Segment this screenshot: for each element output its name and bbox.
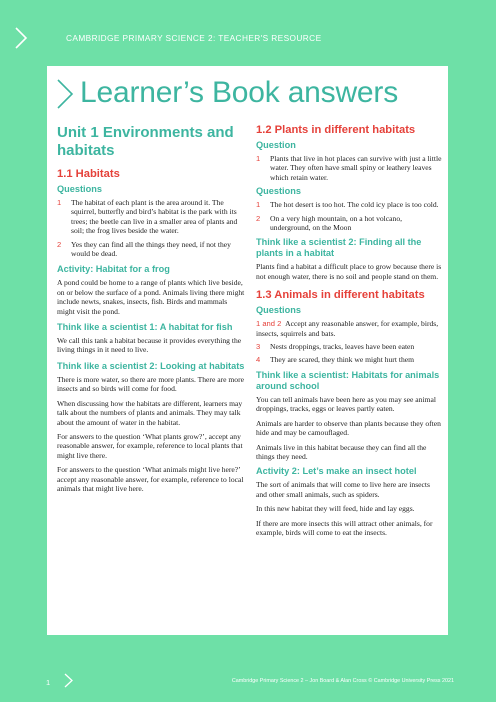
question-answer: Yes they can find all the things they need, if not they would be dead. — [71, 239, 231, 259]
header-title: CAMBRIDGE PRIMARY SCIENCE 2: TEACHER'S RESOURCE — [66, 33, 322, 43]
question-answer: They are scared, they think we might hurt them — [270, 355, 415, 365]
tls-text: We call this tank a habitat because it provides everything the living things in it need to live. — [57, 336, 242, 355]
question-item — [57, 198, 245, 236]
question-answer: The hot desert is too hot. The cold icy place is too cold. — [270, 200, 439, 210]
activity-text: The sort of animals that will come to live here are insects and other small animals, such as spiders. — [256, 480, 430, 499]
section-title-1-2: 1.2 Plants in different habitats — [256, 124, 416, 136]
footer-bar — [0, 635, 496, 702]
tls-heading: Think like a scientist 1: A habitat for fish — [57, 322, 233, 333]
question-answer: Accept any reasonable answer, for example, birds, insects, squirrels and bats. — [256, 319, 439, 338]
question-item — [256, 342, 442, 351]
activity-heading: Activity 2: Let’s make an insect hotel — [256, 466, 417, 477]
question-item — [256, 214, 442, 233]
tls-text: Animals are harder to observe than plants because they often hide and may be camouflaged. — [256, 418, 441, 438]
answer-page — [47, 66, 448, 635]
left-column — [57, 124, 245, 498]
tls-text: Plants find a habitat a difficult place to grow because there is not enough water, there is no soil and people stand on them. — [256, 262, 442, 281]
tls-text: You can tell animals have been here as you may see animal droppings, tracks, eggs or leaves partly eaten. — [256, 394, 436, 414]
question-answer: On a very high mountain, on a hot volcano, underground, on the Moon — [270, 213, 403, 233]
section-title-1-1: 1.1 Habitats — [57, 168, 120, 180]
page-title: Learner’s Book answers — [80, 76, 398, 109]
page-number: 1 — [46, 678, 51, 687]
tls-heading: Think like a scientist 2: Looking at habitats — [57, 360, 245, 371]
activity-heading: Activity: Habitat for a frog — [57, 264, 170, 275]
question-number: 2 — [256, 213, 261, 223]
question-item — [57, 240, 245, 259]
question-number: 1 — [256, 200, 261, 210]
question-answer: Nests droppings, tracks, leaves have been eaten — [270, 342, 415, 352]
chevron-right-icon — [14, 27, 28, 49]
header-bar — [0, 0, 496, 66]
question-heading: Question — [256, 140, 296, 150]
question-number: 2 — [57, 239, 62, 249]
question-item — [256, 154, 442, 182]
questions-heading: Questions — [57, 184, 102, 194]
question-item — [256, 200, 442, 209]
tls-text: There is more water, so there are more plants. There are more insects and so birds will come for food. — [57, 374, 244, 394]
chevron-right-icon — [56, 78, 74, 110]
question-number: 1 — [57, 198, 62, 207]
tls-text: Animals live in this habitat because they can find all the things they need. — [256, 442, 427, 461]
chevron-right-icon — [64, 673, 73, 688]
activity-text: In this new habitat they will feed, hide and lay eggs. — [256, 504, 415, 514]
tls-text: For answers to the question ‘What plants grow?’, accept any reasonable answer, for example, reference to local plants that might live there. — [57, 431, 243, 460]
question-item — [256, 355, 442, 364]
question-number: 1 — [256, 154, 261, 163]
section-title-1-3: 1.3 Animals in different habitats — [256, 289, 425, 302]
right-column — [256, 124, 442, 542]
tls-heading: Think like a scientist 2: Finding all the plants in a habitat — [256, 237, 422, 259]
question-number: 1 and 2 — [256, 319, 282, 329]
question-answer: Plants that live in hot places can survive with just a little water. They often have small spiny or leathery leaves which retain water. — [270, 154, 442, 182]
tls-heading: Think like a scientist: Habitats for animals around school — [256, 369, 440, 391]
question-number: 3 — [256, 342, 261, 352]
activity-text: A pond could be home to a range of plants which live beside, on or below the surface of a pond. Animals living there might include newts, snakes, insects, fish. Birds and mammals might visit the pond. — [57, 278, 245, 316]
question-number: 4 — [256, 355, 261, 365]
question-answer: The habitat of each plant is the area around it. The squirrel, butterfly and bird’s habitat is the park with its trees; the beetle can live in a smaller area of plants and soil; the frog lives beside the water. — [71, 198, 238, 236]
question-item — [256, 319, 442, 338]
tls-text: When discussing how the habitats are different, learners may talk about the numbers of plants and animals. They may talk about the amount of water in the habitat. — [57, 398, 243, 427]
questions-heading: Questions — [256, 305, 301, 316]
tls-text: For answers to the question ‘What animals might live here?’ accept any reasonable answer, for example, reference to local animals that might live here. — [57, 465, 244, 493]
footer-credit: Cambridge Primary Science 2 – Jon Board & Alan Cross © Cambridge University Press 2021 — [231, 678, 454, 684]
questions-heading: Questions — [256, 186, 301, 197]
activity-text: If there are more insects this will attract other animals, for example, birds will come to eat the insects. — [256, 518, 433, 537]
unit-title: Unit 1 Environments and habitats — [57, 124, 234, 159]
